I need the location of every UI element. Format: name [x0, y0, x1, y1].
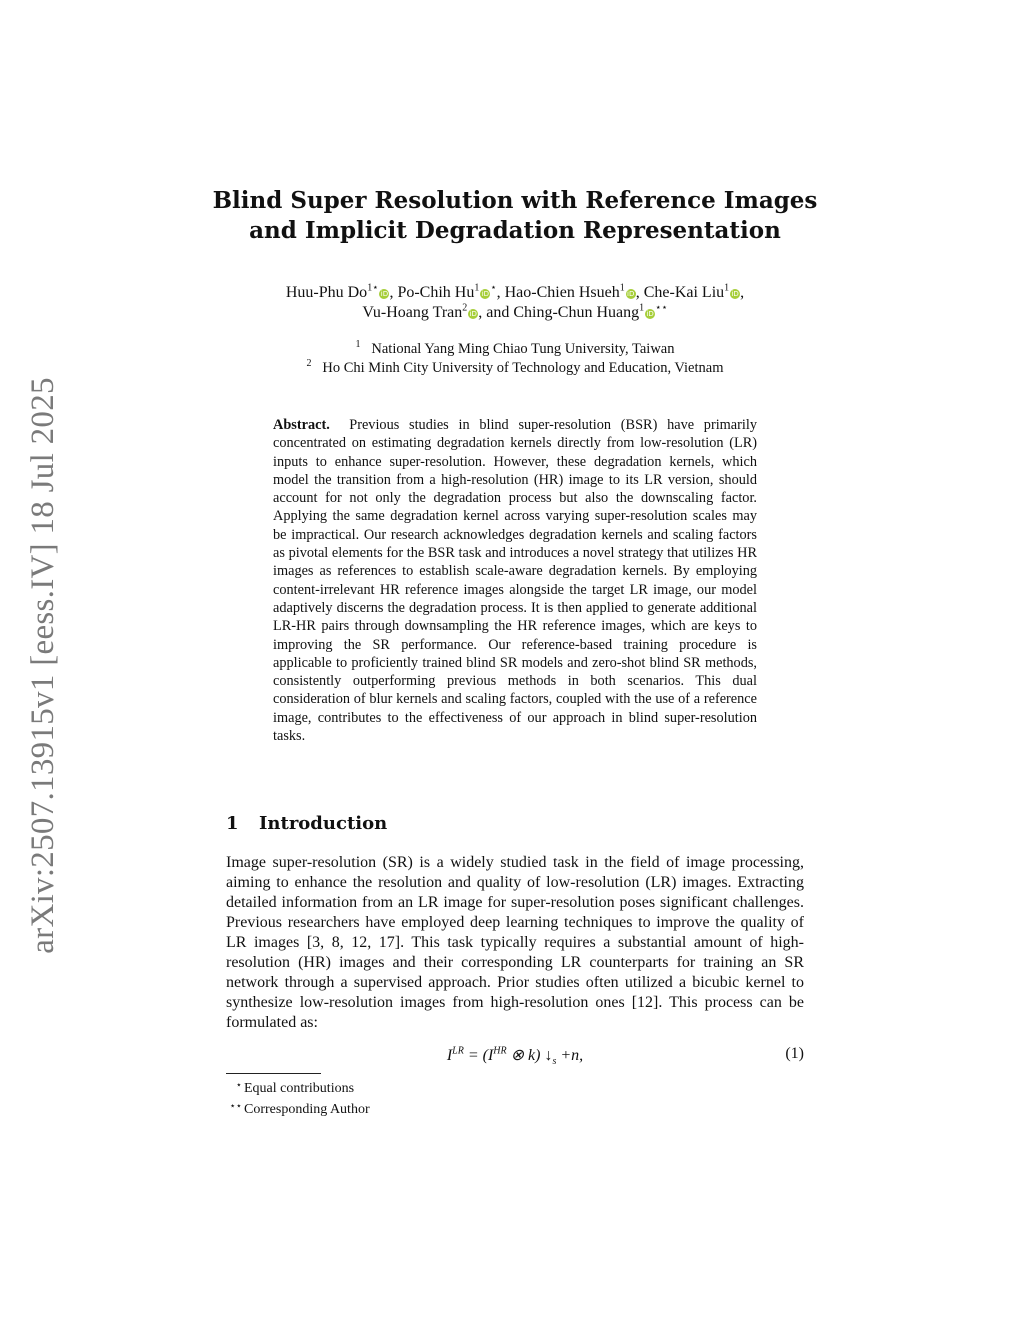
affil-sup: 2: [306, 358, 312, 370]
author-name: Ching-Chun Huang: [513, 304, 640, 321]
affiliations: [220, 340, 810, 378]
section-heading: [226, 813, 387, 834]
author-sup: 1: [724, 282, 730, 294]
orcid-icon[interactable]: iD: [731, 290, 739, 298]
affil-text: National Yang Ming Chiao Tung University, Taiwan: [371, 341, 675, 357]
footnote: [222, 1077, 370, 1098]
affil-text: Ho Chi Minh City University of Technology and Education, Vietnam: [322, 360, 724, 376]
footnotes: [222, 1077, 370, 1119]
paper-title: [200, 186, 830, 246]
author-sup: 1: [639, 302, 645, 314]
section-title: Introduction: [259, 813, 388, 834]
footnote-mark: ⋆: [235, 1080, 242, 1091]
title-line-2: and Implicit Degradation Representation: [249, 217, 781, 244]
author-sup: 1⋆: [367, 282, 379, 294]
author-mark: ⋆⋆: [655, 302, 668, 314]
footnote-mark: ⋆⋆: [229, 1101, 242, 1112]
author-name: Vu-Hoang Tran: [362, 304, 463, 321]
author-list: Huu-Phu $Do^{1⋆}iD$, Po-Chih Hu$^1$iD⋆, Hao-Chien Hsueh$^1$iD, Che-Kai Liu$^1$iD, Vu-Hoang Tran$^2$iD, and Ching-Chun Huang$^1$iD⋆⋆: [285, 282, 745, 321]
section-number: 1: [226, 813, 239, 834]
footnote-text: Equal contributions: [244, 1081, 355, 1096]
footnote: [222, 1098, 370, 1119]
arxiv-id: arXiv:2507.13915v1 [eess.IV] 18 Jul 2025: [24, 376, 61, 954]
orcid-icon[interactable]: iD: [646, 310, 654, 318]
orcid-icon[interactable]: iD: [481, 290, 490, 298]
abstract-text: Previous studies in blind super-resolution (BSR) have primarily concentrated on estimating degradation kernels directly from low-resolution (LR) inputs to enhance super-resolution. However, these degradation kernels, which model the transition from a high-resolution (HR) image to its LR version, should account for not only the degradation process but also the downscaling factor. Applying the same degradation kernel across varying super-resolution scales may be impractical. Our research acknowledges degradation kernels and scaling factors as pivotal elements for the BSR task and introduces a novel strategy that utilizes HR images as references to establish scale-aware degradation kernels. By employing content-irrelevant HR reference images alongside the target LR image, our model adaptively discerns the degradation process. It is then applied to generate additional LR-HR pairs through downsampling the HR reference images, which are keys to improving the SR performance. Our reference-based training procedure is applicable to proficiently trained blind SR models and zero-shot blind SR methods, consistently outperforming previous methods in both scenarios. This dual consideration of blur kernels and scaling factors, coupled with the use of a reference image, contributes to the effectiveness of our approach in blind super-resolution tasks.: [273, 417, 757, 745]
author-mark: ⋆: [490, 282, 497, 294]
footnote-text: Corresponding Author: [244, 1102, 370, 1117]
orcid-icon[interactable]: iD: [627, 290, 635, 298]
author-sup: 2: [462, 302, 468, 314]
orcid-icon[interactable]: iD: [469, 310, 477, 318]
intro-paragraph: Image super-resolution (SR) is a widely studied task in the field of image processing, aiming to enhance the resolution and quality of low-resolution (LR) images. Extracting detailed information from an LR image for super-resolution poses significant challenges. Previous researchers have employed deep learning techniques to improve the quality of LR images [3, 8, 12, 17]. This task typically requires a substantial amount of high-resolution (HR) images and their corresponding LR counterparts for training an SR network through a supervised approach. Prior studies often utilized a bicubic kernel to synthesize low-resolution images from high-resolution ones [12]. This process can be formulated as:: [226, 854, 804, 1031]
affiliation-1: [220, 340, 810, 359]
author-name: Huu-Phu Do: [285, 284, 368, 301]
equation-body: $I^{LR} = (I^{HR}$ ⊗ k) $↓_s +n$,: [446, 1045, 584, 1068]
abstract: [273, 416, 757, 745]
author-name: Po-Chih Hu: [397, 284, 475, 301]
equation-number: (1): [785, 1045, 804, 1062]
author-sup: 1: [474, 282, 480, 294]
arxiv-sidebar-stamp: [8, 370, 78, 960]
title-line-1: Blind Super Resolution with Reference Images: [212, 187, 818, 214]
equation-1: [226, 1045, 804, 1067]
abstract-label: Abstract.: [273, 417, 330, 433]
orcid-icon[interactable]: iD: [380, 290, 389, 298]
author-name: Che-Kai Liu: [643, 284, 725, 301]
author-name: Hao-Chien Hsueh: [504, 284, 620, 301]
affil-sup: 1: [355, 339, 361, 351]
footnote-divider: [226, 1073, 321, 1074]
affiliation-2: [220, 359, 810, 378]
author-sup: 1: [619, 282, 625, 294]
